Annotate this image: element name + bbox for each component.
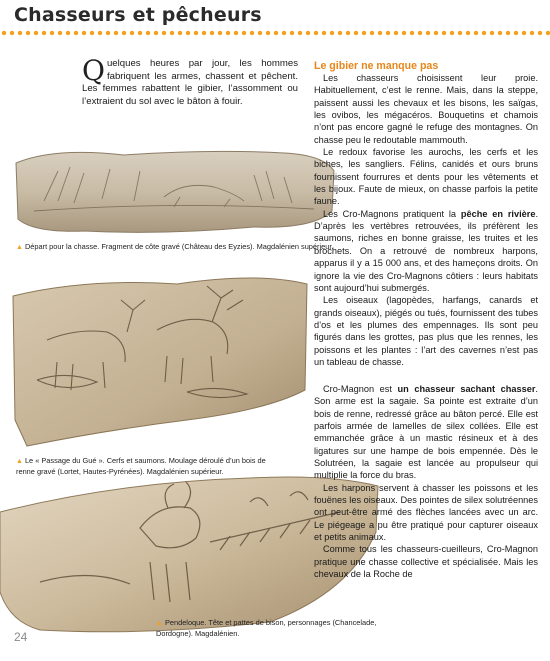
paragraph: Cro-Magnon est un chasseur sachant chasser. Son arme est la sagaie. Sa pointe est extraite d’un bois de renne, redressé grâce au bâton percé. Elle est parfois armée de lamelles de silex collées. Elle est emmanchée grâce à un mastic résineux et à des ligatures sur une hampe de bois empennée. Dès le Solutréen, la sagaie est lancée au propulseur qui multiplie la force du bras. (314, 384, 538, 481)
paragraph: Les harpons servent à chasser les poissons et les fouënes les oiseaux. Des pointes de silex solutréennes ont peut-être armé des flèches lancées avec un arc. Le piégeage a pu être pratiqué pour capturer oiseaux et petits animaux. (314, 482, 538, 543)
triangle-marker-icon: ▲ (16, 458, 23, 465)
bold-term: pêche en rivière (460, 208, 536, 219)
bold-term: un chasseur sachant chasser (397, 384, 536, 394)
paragraph: Le redoux favorise les aurochs, les cerfs et les biches, les sangliers. Félins, canidés et ours bruns fournissent fourrures et dents pour les vêtements et les bijoux. Faute de mieux, on chasse parfois la petite faune. (314, 147, 538, 207)
intro-text: uelques heures par jour, les hommes fabriquent les armes, chassent et pêchent. Les femmes rabattent le gibier, l’assomment ou l’extraient du sol avec le bâton à fouir. (82, 58, 298, 107)
dropcap: Q (82, 54, 105, 87)
paragraph: Les Cro-Magnons pratiquent la pêche en rivière. D’après les vertèbres retrouvées, ils préfèrent les saumons, riches en bonne graisse, les truites et les brochets. On a retrouvé de nombreux harpons, apparus il y a 15 000 ans, et des hameçons droits. On ignore la vie des Cro-Magnons côtiers : leurs habitats sont aujourd’hui submergés. (314, 208, 538, 293)
page-title: Chasseurs et pêcheurs (14, 4, 262, 26)
figure-rib-fragment (14, 141, 336, 240)
section-heading: Le gibier ne manque pas (314, 60, 439, 72)
page-number: 24 (14, 630, 28, 644)
triangle-marker-icon: ▲ (156, 620, 163, 627)
caption-text: Pendeloque. Tête et pattes de bison, personnages (Chancelade, Dordogne). Magdalénien. (156, 618, 377, 639)
paragraph: Les chasseurs choisissent leur proie. Habituellement, c’est le renne. Mais, dans la steppe, paissent aussi les chevaux et les bisons, les saïgas, les ovibos, les mégacéros. Bouquetins et chamois n’ont pas encore gagné le refuge des montagnes. On chasse peu le redoutable mammouth. (314, 73, 538, 145)
triangle-marker-icon: ▲ (16, 244, 23, 251)
intro-paragraph (82, 54, 298, 108)
title-dotted-rule (0, 30, 550, 36)
figure-antler-cast (7, 270, 310, 453)
figure-caption (156, 618, 378, 640)
paragraph: Comme tous les chasseurs-cueilleurs, Cro-Magnon pratique une chasse collective et spécialisée. Mais les chevaux de la Roche de (314, 544, 538, 580)
article-column-bottom (314, 383, 538, 581)
article-column-top (314, 72, 538, 368)
caption-text: Le « Passage du Gué ». Cerfs et saumons. Moulage déroulé d’un bois de renne gravé (Lortet, Hautes-Pyrénées). Magdalénien supérieur. (16, 456, 266, 477)
paragraph: Les oiseaux (lagopèdes, harfangs, canards et grands oiseaux), piégés ou tués, fournissent des tubes d’os et les plumes des empennages. Ils sont peu figurés dans les grottes, pas plus que les rennes, les poissons et les plantes : l’art des cavernes n’est pas un tableau de chasse. (314, 295, 538, 367)
figure-caption (16, 242, 336, 253)
caption-text: Départ pour la chasse. Fragment de côte gravé (Château des Eyzies). Magdalénien supérieur. (24, 242, 334, 251)
